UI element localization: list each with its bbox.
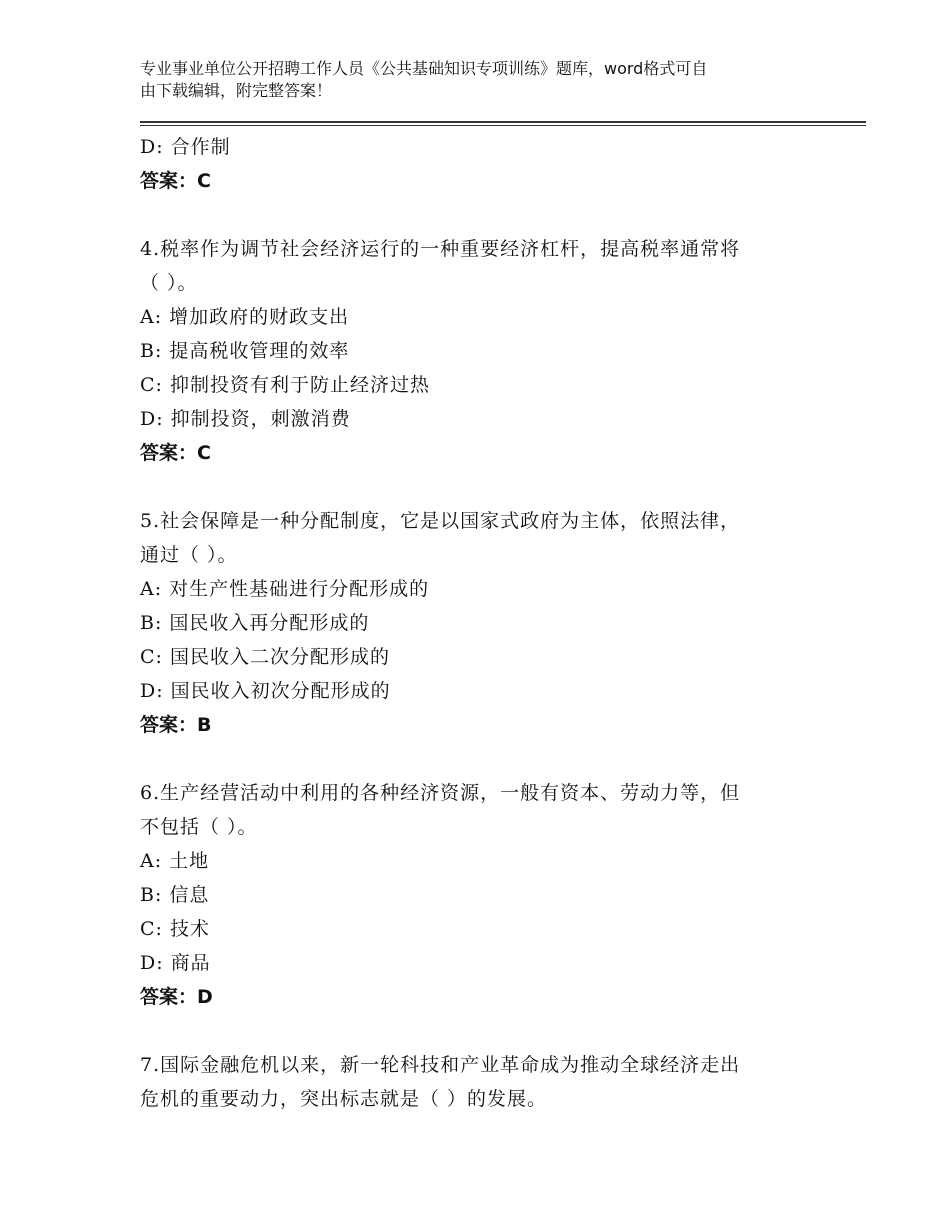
option-a: A: 对生产性基础进行分配形成的 [140,578,430,600]
option-b: B: 信息 [140,884,210,906]
header-line-1: 专业事业单位公开招聘工作人员《公共基础知识专项训练》题库，word格式可自 [140,59,708,78]
page-header [140,58,820,102]
option-b: B: 国民收入再分配形成的 [140,612,370,634]
question-7 [140,1048,820,1116]
question-stem: 7.国际金融危机以来，新一轮科技和产业革命成为推动全球经济走出 [140,1054,741,1076]
option-a: A: 增加政府的财政支出 [140,306,350,328]
header-rule-thick [140,121,866,123]
question-stem: 6.生产经营活动中利用的各种经济资源，一般有资本、劳动力等，但 [140,782,741,804]
question-stem: 5.社会保障是一种分配制度，它是以国家式政府为主体，依照法律， [140,510,741,532]
answer: 答案：C [140,442,211,464]
answer: 答案：B [140,714,212,736]
question-stem: 4.税率作为调节社会经济运行的一种重要经济杠杆，提高税率通常将 [140,238,741,260]
question-6 [140,776,820,1014]
question-content [140,130,820,1116]
option-c: C: 国民收入二次分配形成的 [140,646,390,668]
carryover-answer: 答案：C [140,170,211,192]
option-c: C: 抑制投资有利于防止经济过热 [140,374,430,396]
question-5 [140,504,820,742]
header-rule-thin [140,125,866,126]
question-4 [140,232,820,470]
option-d: D: 商品 [140,952,211,974]
option-c: C: 技术 [140,918,210,940]
option-b: B: 提高税收管理的效率 [140,340,350,362]
carryover-option-d: D: 合作制 [140,136,231,158]
question-stem-cont: 危机的重要动力，突出标志就是（ ）的发展。 [140,1088,548,1110]
header-line-2: 由下载编辑，附完整答案！ [140,81,333,100]
answer: 答案：D [140,986,213,1008]
question-stem-cont: 通过（ ）。 [140,544,238,566]
option-a: A: 土地 [140,850,210,872]
option-d: D: 国民收入初次分配形成的 [140,680,391,702]
option-d: D: 抑制投资，刺激消费 [140,408,351,430]
question-stem-cont: 不包括（ ）。 [140,816,258,838]
question-stem-cont: （ ）。 [140,272,198,294]
